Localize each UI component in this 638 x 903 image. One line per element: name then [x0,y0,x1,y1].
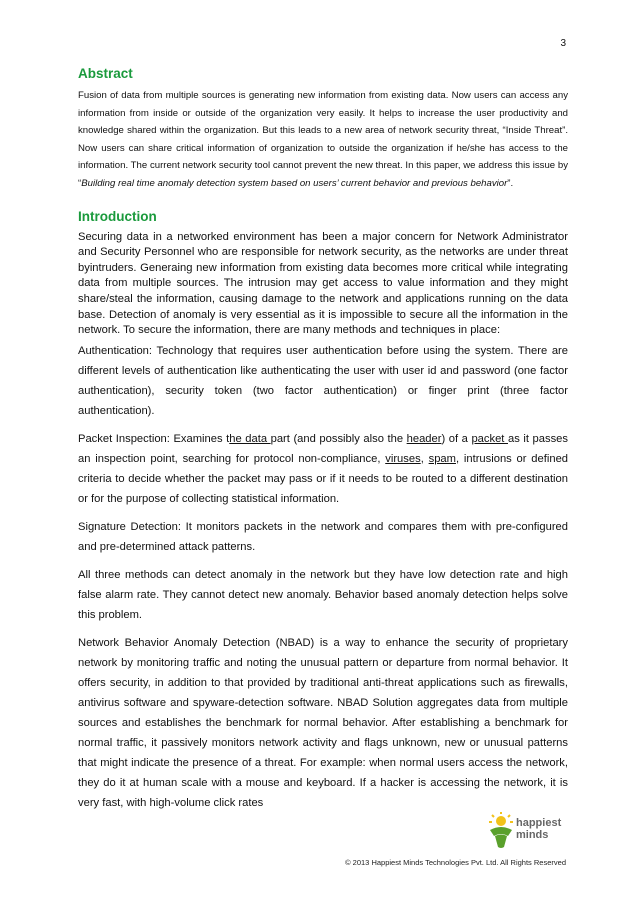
abstract-text-main: Fusion of data from multiple sources is generating new information from existing data. Now users can access any information from inside or outside of the organization very easily. It helps to increase the user productivity and knowledge shared within the organization. But this leads to a new area of network security threat, “Inside Threat”. Now users can share critical information of organization to outside the organization if he/she has access to the information. The current network security tool cannot prevent the new threat. In this paper, we address this issue by “ [78,90,568,189]
three-methods-paragraph: All three methods can detect anomaly in the network but they have low detection rate and high false alarm rate. They cannot detect new anomaly. Behavior based anomaly detection helps solve this problem. [78,568,568,621]
abstract-heading: Abstract [78,66,133,81]
abstract-section [78,66,568,193]
abstract-text [78,87,568,193]
authentication-paragraph: Authentication: Technology that requires user authentication before using the system. There are different levels of authentication like authenticating the user with user id and password (one factor authentication), security token (two factor authentication) or finger print (three factor authentication). [78,344,568,417]
packet-text-2: part (and possibly also the [270,432,407,445]
link-viruses[interactable]: viruses [385,452,421,465]
link-spam[interactable]: spam [428,452,456,465]
copyright-footer: © 2013 Happiest Minds Technologies Pvt. Ltd. All Rights Reserved [345,858,566,867]
link-header[interactable]: header [406,432,442,445]
packet-text-6: , intrusions or defined criteria to decide whether the packet may pass or if it needs to be routed to a different destination or for the purpose of collecting statistical information. [78,452,569,505]
packet-text-1: Packet Inspection: Examines t [78,432,230,445]
introduction-paragraph: Securing data in a networked environment has been a major concern for Network Administrator and Security Personnel who are responsible for network security, as the networks are under threat byintruders. Generaing new information from existing data becomes more critical while integrating data from multiple sources. The intrusion may get access to value information and they might share/steal the information, causing damage to the network and applications running on the data base. Detection of anomaly is very essential as it is impossible to secure all the information in the network. To secure the information, there are many methods and techniques in place: [78,230,568,337]
packet-text-5: , [420,452,429,465]
link-the-data[interactable]: he data [229,432,271,445]
packet-text-3: ) of a [441,432,472,445]
document-body [78,66,568,821]
signature-detection-paragraph: Signature Detection: It monitors packets in the network and compares them with pre-configured and pre-determined attack patterns. [78,520,568,553]
packet-inspection-paragraph [78,429,568,509]
abstract-text-italic: Building real time anomaly detection system based on users’ current behavior and previous behavior [81,177,508,189]
link-packet[interactable]: packet [471,432,508,445]
introduction-section [78,209,568,813]
introduction-heading: Introduction [78,208,157,224]
page-number: 3 [560,38,566,49]
logo-wordmark [516,817,561,841]
logo-line-2: minds [516,829,549,841]
happiest-minds-logo [486,812,566,852]
happiest-minds-logo-icon [486,812,516,850]
nbad-paragraph: Network Behavior Anomaly Detection (NBAD) is a way to enhance the security of proprietary network by monitoring traffic and noting the unusual pattern or departure from normal behavior. It offers security, in addition to that provided by traditional anti-threat applications such as firewalls, antivirus software and spyware-detection software. NBAD Solution aggregates data from multiple sources and establishes the benchmark for normal behavior. After establishing a benchmark for normal traffic, it passively monitors network activity and flags unknown, new or unusual patterns that might indicate the presence of a threat. For example: when normal users access the network, they do it at human scale with a mouse and keyboard. If a hacker is accessing the network, it is very fast, with high-volume click rates [78,636,568,809]
packet-text-4: as it passes an inspection point, searching for protocol non-compliance, [78,432,568,465]
abstract-text-end: ”. [507,177,514,189]
logo-line-1: happiest [516,817,562,829]
